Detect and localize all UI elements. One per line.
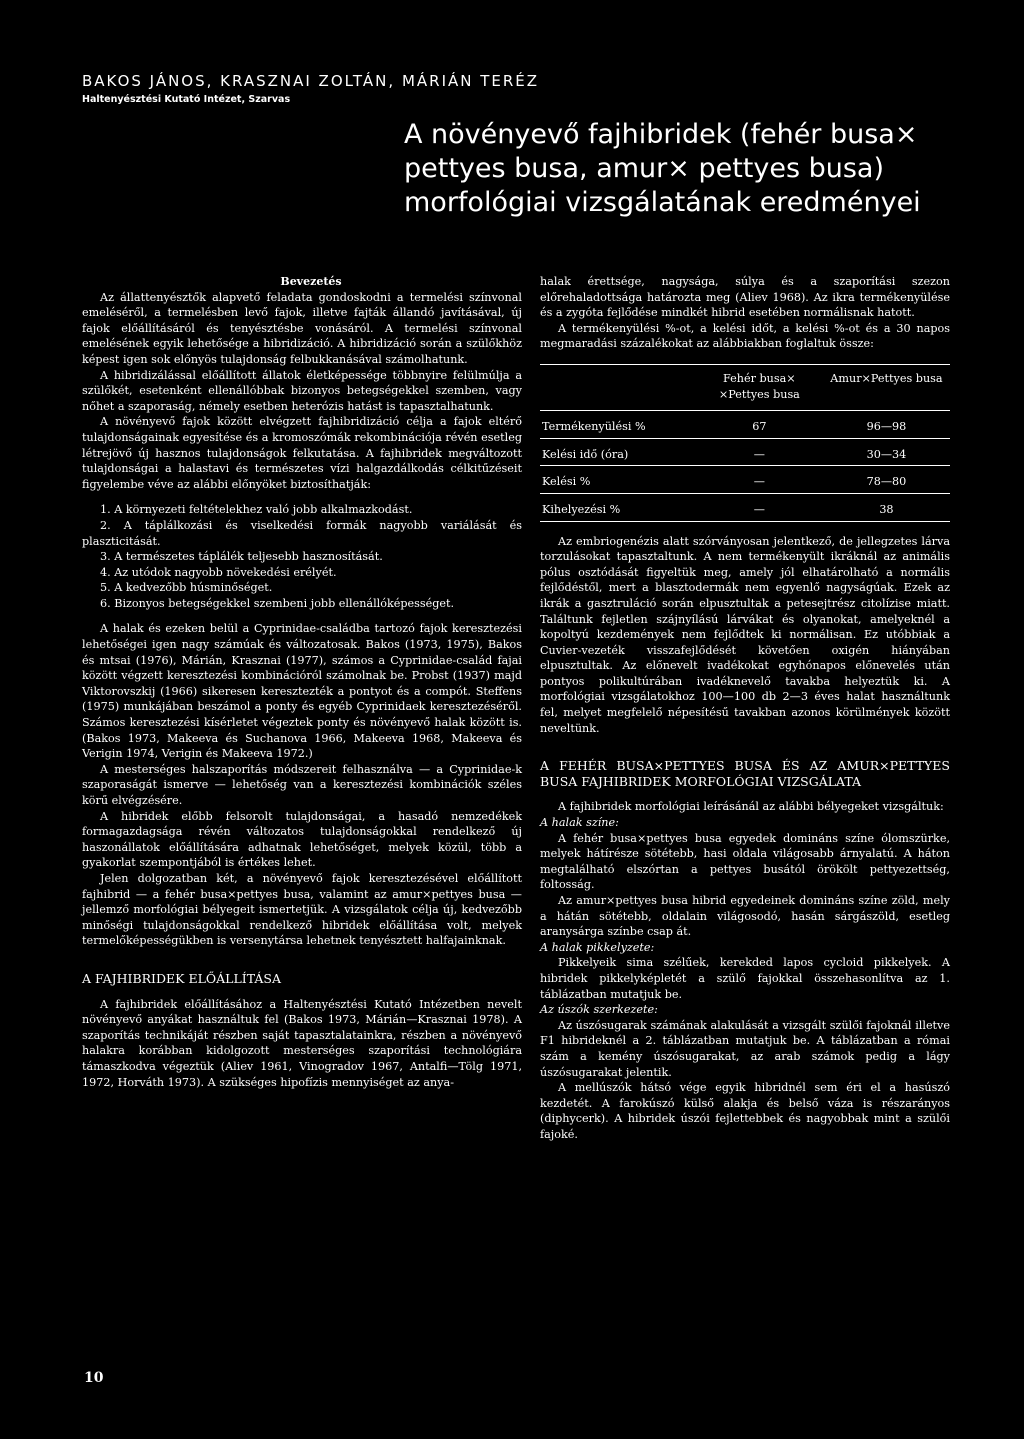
- table-row: [540, 466, 950, 494]
- table-cell: —: [696, 493, 823, 521]
- subheading: A halak pikkelyzete:: [540, 940, 655, 954]
- table-cell: 78—80: [823, 466, 950, 494]
- table-col-header: Amur×Pettyes busa: [830, 371, 943, 385]
- institution: Haltenyésztési Kutató Intézet, Szarvas: [82, 94, 291, 105]
- subheading: A halak színe:: [540, 816, 619, 830]
- paragraph: A fajhibridek morfológiai leírásánál az alábbi bélyegeket vizsgáltuk:: [558, 800, 944, 814]
- table-cell: —: [696, 438, 823, 466]
- paragraph: A növényevő fajok között elvégzett fajhibridizáció célja a fajok eltérő tulajdonságainak egyesítése és a kromoszómák rekombinációja révén esetleg létrejövő új hasznos tulajdonságok felkutatása. A fajhibridek megváltozott tulajdonságai a halastavi és természetes vízi halgazdálkodás célkitűzéseit figyelembe véve az alábbi előnyöket biztosíthatják:: [82, 415, 522, 491]
- paragraph: A fehér busa×pettyes busa egyedek domináns színe ólomszürke, melyek hátírésze sötétebb, hasi oldala világosabb árnyalatú. A háton megtalálható elszórtan a pettyes busától örökölt pettyezettség, foltosság.: [540, 831, 950, 892]
- paragraph: Az embriogenézis alatt szórványosan jelentkező, de jellegzetes lárva torzulásokat tapasztaltunk. A nem termékenyült ikráknál az animális pólus osztódását figyeltük meg, amely jól elhatárolható a normális fejlődéstől, mert a blasztodermák nem egyenlő nagyságúak. Ezek az ikrák a gasztruláció során elpusztultak a petesejtrész citolízise miatt. Találtunk fejletlen szájnyílású lárvákat és olyanokat, amelyeknél a kopoltyú kezdemények nem fejlődtek ki normálisan. Ez utóbbiak a Cuvier-vezeték visszafejlődését követően oxigén hiányában elpusztultak. Az előnevelt ivadékokat egyhónapos előnevelés után pontyos polikultúrában ivadéknevelő tavakba helyeztük ki. A morfológiai vizsgálatokhoz 100—100 db 2—3 éves halat használtunk fel, melyet megfelelő népesítésű tavakban azonos körülmények között neveltünk.: [540, 534, 950, 735]
- paragraph: A mellúszók hátsó vége egyik hibridnél sem éri el a hasúszó kezdetét. A farokúszó külső alakja és belső váza is részarányos (diphycerk). A hibridek úszói fejlettebbek és nagyobbak mint a szülői fajoké.: [540, 1081, 950, 1141]
- right-column: [540, 274, 950, 1143]
- subheading: Az úszók szerkezete:: [540, 1003, 658, 1017]
- table-cell: Kelési idő (óra): [540, 438, 696, 466]
- left-column: [82, 274, 522, 1090]
- paragraph: Az amur×pettyes busa hibrid egyedeinek domináns színe zöld, mely a hátán sötétebb, oldalain világosodó, hasán sárgászöld, esetleg aranysárga színbe csap át.: [540, 894, 950, 939]
- article-title: A növényevő fajhibridek (fehér busa× pettyes busa, amur× pettyes busa) morfológiai vizsgálatának eredményei: [404, 119, 921, 218]
- paragraph: halak érettsége, nagysága, súlya és a szaporítási szezon előrehaladottsága határozta meg (Aliev 1968). Az ikra termékenyülése és a zygóta fejlődése mindkét hibrid esetében normálisnak hatott.: [540, 275, 950, 320]
- paragraph: A mesterséges halszaporítás módszereit felhasználva — a Cyprinidae-k szaporaságát ismerve — lehetőség van a keresztezési kombinációk széles körű elvégzésére.: [82, 762, 522, 807]
- table-cell: 38: [823, 493, 950, 521]
- advantages-list: [82, 502, 522, 611]
- paragraph: Az úszósugarak számának alakulását a vizsgált szülői fajoknál illetve F1 hibrideknél a 2. táblázatban mutatjuk be. A táblázatban a római szám a kemény úszósugarakat, az arab számok pedig a lágy úszósugarakat jelentik.: [540, 1018, 950, 1079]
- table-cell: 96—98: [823, 411, 950, 439]
- section-heading: A FAJHIBRIDEK ELŐÁLLÍTÁSA: [82, 970, 281, 986]
- table-cell: Kihelyezési %: [540, 493, 696, 521]
- paragraph: Az állattenyésztők alapvető feladata gondoskodni a termelési színvonal emeléséről, a termelésben levő fajok, illetve fajták állandó javításával, új fajok előállításáról és tenyésztésbe vonásáról. A termelési színvonal emelésének egyik lehetősége a hibridizáció. A hibridizáció során a szülőkhöz képest igen sok előnyös tulajdonság felbukkanásával számolhatunk.: [82, 290, 522, 366]
- list-item: 4. Az utódok nagyobb növekedési erélyét.: [100, 565, 337, 579]
- table-cell: 67: [696, 411, 823, 439]
- table-col-header: Fehér busa× ×Pettyes busa: [718, 371, 800, 401]
- list-item: 1. A környezeti feltételekhez való jobb alkalmazkodást.: [100, 503, 413, 517]
- table-row: [540, 411, 950, 439]
- paragraph: Pikkelyeik sima szélűek, kerekded lapos cycloid pikkelyek. A hibridek pikkelyképletét a szülő fajokkal összehasonlítva az 1. táblázatban mutatjuk be.: [540, 956, 950, 1001]
- paragraph: A hibridek előbb felsorolt tulajdonságai, a hasadó nemzedékek formagazdagsága révén változatos tulajdonságokkal rendelkező új haszonállatok előállítására adhatnak lehetőséget, melyek közül, több a gyakorlat szempontjából is értékes lehet.: [82, 809, 522, 870]
- page-number: 10: [84, 1370, 104, 1386]
- section-heading: A FEHÉR BUSA×PETTYES BUSA ÉS AZ AMUR×PETTYES BUSA FAJHIBRIDEK MORFOLÓGIAI VIZSGÁLATA: [540, 758, 950, 789]
- paragraph: A termékenyülési %-ot, a kelési időt, a kelési %-ot és a 30 napos megmaradási százalékokat az alábbiakban foglaltuk össze:: [540, 321, 950, 351]
- list-item: 6. Bizonyos betegségekkel szembeni jobb ellenállóképességet.: [100, 596, 455, 610]
- table-row: [540, 493, 950, 521]
- table-cell: Kelési %: [540, 466, 696, 494]
- authors: BAKOS JÁNOS, KRASZNAI ZOLTÁN, MÁRIÁN TERÉZ: [82, 72, 540, 90]
- paragraph: A fajhibridek előállításához a Haltenyésztési Kutató Intézetben nevelt növényevő anyákat használtuk fel (Bakos 1973, Márián—Krasznai 1978). A szaporítás technikáját részben saját tapasztalatainkra, részben a növényevő halakra korábban kidolgozott mesterséges szaporítási technológiára támaszkodva végeztük (Aliev 1961, Vinogradov 1967, Antalfi—Tölg 1971, 1972, Horváth 1973). A szükséges hipofízis mennyiséget az anya-: [82, 997, 522, 1089]
- paragraph: Jelen dolgozatban két, a növényevő fajok keresztezésével előállított fajhibrid — a fehér busa×pettyes busa, valamint az amur×pettyes busa — jellemző morfológiai bélyegeit ismertetjük. A vizsgálatok célja új, kedvezőbb minőségi tulajdonságokkal rendelkező hibridek előállítása volt, melyek termelőképességükben is versenytársa lehetnek tenyésztett halfajainknak.: [82, 871, 522, 948]
- table-cell: —: [696, 466, 823, 494]
- list-item: 2. A táplálkozási és viselkedési formák nagyobb variálását és plaszticitását.: [82, 518, 522, 548]
- paragraph: A halak és ezeken belül a Cyprinidae-családba tartozó fajok keresztezési lehetőségei igen nagy számúak és változatosak. Bakos (1973, 1975), Bakos és mtsai (1976), Márián, Krasznai (1977), számos a Cyprinidae-család fajai között végzett keresztezési kombinációról számolnak be. Probst (1937) majd Viktorovszkij (1966) sikeresen keresztezték a pontyot és a compót. Steffens (1975) munkájában beszámol a ponty és egyéb Cyprinidaek keresztezéséről. Számos keresztezési kísérletet végeztek ponty és növényevő halak között is. (Bakos 1973, Makeeva és Suchanova 1966, Makeeva 1968, Makeeva és Verigin 1974, Verigin és Makeeva 1972.): [82, 622, 522, 761]
- table-cell: 30—34: [823, 438, 950, 466]
- list-item: 5. A kedvezőbb húsminőséget.: [100, 581, 273, 595]
- table-row: [540, 438, 950, 466]
- results-table: [540, 364, 950, 522]
- paragraph: A hibridizálással előállított állatok életképessége többnyire felülmúlja a szülőkét, esetenként ellenállóbbak bizonyos betegségekkel szemben, vagy nőhet a szaporaság, némely esetben heterózis hatást is tapasztalhatunk.: [82, 368, 522, 413]
- list-item: 3. A természetes táplálék teljesebb hasznosítását.: [100, 550, 383, 564]
- table-cell: Termékenyülési %: [540, 411, 696, 439]
- intro-heading: Bevezetés: [280, 275, 342, 288]
